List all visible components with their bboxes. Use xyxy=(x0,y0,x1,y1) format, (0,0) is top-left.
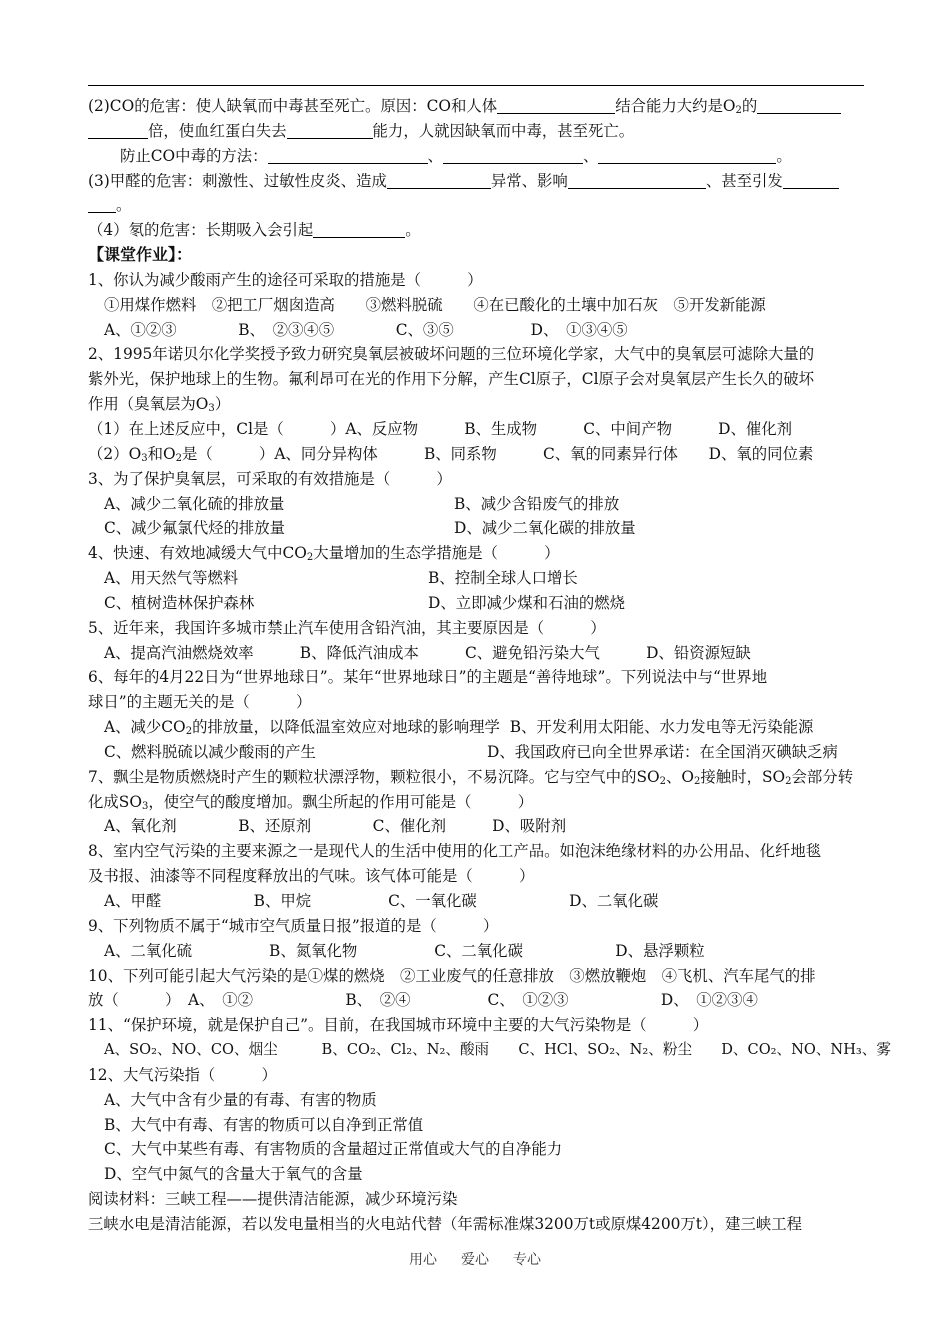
question-1-options: A、①②③ B、 ②③④⑤ C、③⑤ D、 ①③④⑤ xyxy=(104,320,628,339)
question-2-sub-2: $(2)O_3$和$O_2$是（ ）A、同分异构体 B、同系物 C、氧的同素异行体 D、氧的同位素 xyxy=(88,444,814,464)
question-10-line-2: 放（ ） A、 ①② B、 ②④ C、 ①②③ D、 ①②③④ xyxy=(88,991,758,1010)
question-2-line-2: 紫外光，保护地球上的生物。氟利昂可在光的作用下分解，产生Cl原子，Cl原子会对臭氧层产生长久的破坏 xyxy=(88,370,814,389)
answer-blank[interactable] xyxy=(268,146,428,164)
question-4-options-row-2: C、植树造林保护森林 D、立即减少煤和石油的燃烧 xyxy=(104,593,626,612)
answer-blank[interactable] xyxy=(313,220,405,238)
answer-blank[interactable] xyxy=(757,96,841,114)
question-6-options-row-1: A、减少$CO_2$的排放量，以降低温室效应对地球的影响理学 B、开发利用太阳能、水力发电等无污染能源 xyxy=(104,718,814,738)
answer-blank[interactable] xyxy=(497,96,615,114)
question-11-options: A、SO₂、NO、CO、烟尘 B、CO₂、Cl₂、N₂、酸雨 C、HCl、SO₂、N₂、粉尘 D、CO₂、NO、NH₃、雾 xyxy=(104,1041,891,1059)
question-10: 10、下列可能引起大气污染的是①煤的燃烧 ②工业废气的任意排放 ③燃放鞭炮 ④飞机、汽车尾气的排 xyxy=(88,966,816,985)
question-12-option-b: B、大气中有毒、有害的物质可以自净到正常值 xyxy=(104,1115,424,1134)
answer-blank[interactable] xyxy=(287,121,373,139)
question-5: 5、近年来，我国许多城市禁止汽车使用含铅汽油，其主要原因是（ ） xyxy=(88,618,606,637)
question-5-options: A、提高汽油燃烧效率 B、降低汽油成本 C、避免铅污染大气 D、铅资源短缺 xyxy=(104,643,751,662)
question-6: 6、每年的4月22日为“世界地球日”。某年“世界地球日”的主题是“善待地球”。下列说法中与“世界地 xyxy=(88,668,768,687)
question-3-options-row-2: C、减少氟氯代烃的排放量 D、减少二氧化碳的排放量 xyxy=(104,519,636,538)
radon-harm-line: （4）氡的危害：长期吸入会引起 。 xyxy=(88,221,421,240)
question-12-option-a: A、大气中含有少量的有毒、有害的物质 xyxy=(104,1090,377,1109)
answer-blank[interactable] xyxy=(783,171,839,189)
answer-blank[interactable] xyxy=(88,121,148,139)
question-1: 1、你认为减少酸雨产生的途径可采取的措施是（ ） xyxy=(88,270,483,289)
question-8: 8、室内空气污染的主要来源之一是现代人的生活中使用的化工产品。如泡沫绝缘材料的办公用品、化纤地毯 xyxy=(88,842,822,861)
question-3: 3、为了保护臭氧层，可采取的有效措施是（ ） xyxy=(88,469,452,488)
reading-paragraph: 三峡水电是清洁能源，若以发电量相当的火电站代替（年需标准煤3200万t或原煤4200万t），建三峡工程 xyxy=(88,1214,803,1233)
question-3-options-row-1: A、减少二氧化硫的排放量 B、减少含铅废气的排放 xyxy=(104,494,620,513)
question-9-options: A、二氧化硫 B、氮氧化物 C、二氧化碳 D、悬浮颗粒 xyxy=(104,941,705,960)
question-6-line-2: 球日”的主题无关的是（ ） xyxy=(88,693,312,712)
answer-blank[interactable] xyxy=(568,171,706,189)
co-harm-line: (2)CO的危害：使人缺氧而中毒甚至死亡。原因：CO和人体 结合能力大约是$O_2$的 xyxy=(88,94,868,119)
question-4-options-row-1: A、用天然气等燃料 B、控制全球人口增长 xyxy=(104,569,578,588)
co-harm-line-2: 倍，使血红蛋白失去 能力，人就因缺氧而中毒，甚至死亡。 xyxy=(88,119,868,144)
worksheet xyxy=(88,94,891,1237)
question-11: 11、“保护环境，就是保护自己”。目前，在我国城市环境中主要的大气污染物是（ ） xyxy=(88,1016,709,1035)
question-1-statements: ①用煤作燃料 ②把工厂烟囱造高 ③燃料脱硫 ④在已酸化的土壤中加石灰 ⑤开发新能源 xyxy=(104,295,766,314)
question-8-options: A、甲醛 B、甲烷 C、一氧化碳 D、二氧化碳 xyxy=(104,892,659,910)
question-12: 12、大气污染指（ ） xyxy=(88,1065,277,1084)
question-6-options-row-2: C、燃料脱硫以减少酸雨的产生 D、我国政府已向全世界承诺：在全国消灭碘缺乏病 xyxy=(104,742,838,761)
answer-blank[interactable] xyxy=(598,146,776,164)
co-prevent-line: 防止CO中毒的方法： 、 、 。 xyxy=(120,146,792,165)
question-2-sub-1: （1）在上述反应中，Cl是（ ）A、反应物 B、生成物 C、中间产物 D、催化剂 xyxy=(88,419,793,438)
page-footer: 用心 爱心 专心 xyxy=(409,1252,541,1268)
question-7: 7、飘尘是物质燃烧时产生的颗粒状漂浮物，颗粒很小，不易沉降。它与空气中的$SO_2$、$O_2$接触时，$SO_2$会部分转 xyxy=(88,767,854,787)
answer-blank[interactable] xyxy=(387,171,491,189)
section-heading: 【课堂作业】： xyxy=(88,245,193,265)
question-12-option-d: D、空气中氮气的含量大于氧气的含量 xyxy=(104,1165,363,1184)
question-4: 4、快速、有效地减缓大气中$CO_2$大量增加的生态学措施是（ ） xyxy=(88,544,560,564)
question-7-line-2: 化成$SO_3$，使空气的酸度增加。飘尘所起的作用可能是（ ） xyxy=(88,792,534,812)
answer-blank[interactable] xyxy=(443,146,583,164)
question-9: 9、下列物质不属于“城市空气质量日报”报道的是（ ） xyxy=(88,916,499,935)
question-7-options: A、氧化剂 B、还原剂 C、催化剂 D、吸附剂 xyxy=(104,817,567,836)
header-rule xyxy=(88,85,864,86)
reading-title: 阅读材料：三峡工程——提供清洁能源，减少环境污染 xyxy=(88,1190,458,1209)
hcho-harm-line: (3)甲醛的危害：刺激性、过敏性皮炎、造成 异常、影响 、甚至引发 xyxy=(88,169,868,194)
hcho-harm-line-2: 。 xyxy=(88,193,868,218)
answer-blank[interactable] xyxy=(88,195,116,213)
question-2: 2、1995年诺贝尔化学奖授予致力研究臭氧层被破坏问题的三位环境化学家，大气中的臭氧层可滤除大量的 xyxy=(88,345,815,364)
question-2-line-3: 作用（臭氧层为$O_3$） xyxy=(88,395,231,415)
question-8-line-2: 及书报、油漆等不同程度释放出的气味。该气体可能是（ ） xyxy=(88,867,535,886)
question-12-option-c: C、大气中某些有毒、有害物质的含量超过正常值或大气的自净能力 xyxy=(104,1140,563,1159)
